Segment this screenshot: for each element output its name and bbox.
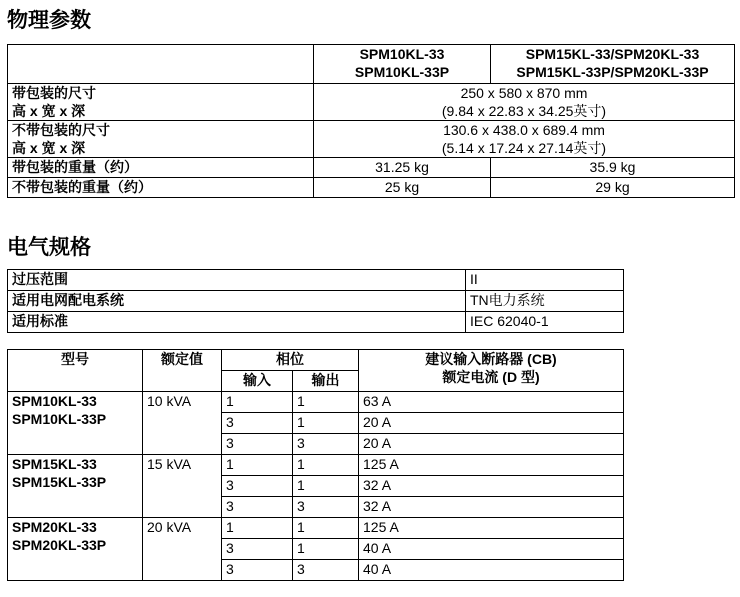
cb-cell: 40 A	[359, 539, 624, 560]
output-cell: 3	[293, 497, 359, 518]
header-rating: 额定值	[143, 350, 222, 392]
input-cell: 1	[222, 518, 293, 539]
row-label	[8, 84, 314, 121]
header-input: 输入	[222, 371, 293, 392]
breaker-table	[7, 349, 624, 581]
header-phase: 相位	[222, 350, 359, 371]
row-value-line: (9.84 x 22.83 x 34.25英寸)	[441, 103, 607, 119]
row-value	[314, 84, 735, 121]
model-cell	[8, 392, 143, 455]
spec-value: IEC 62040-1	[466, 312, 624, 333]
rating-cell: 15 kVA	[143, 455, 222, 518]
input-cell: 3	[222, 560, 293, 581]
header-model: 型号	[8, 350, 143, 392]
row-value-line: 130.6 x 438.0 x 689.4 mm	[443, 122, 605, 138]
cb-cell: 32 A	[359, 476, 624, 497]
row-label	[8, 121, 314, 158]
spec-value: II	[466, 270, 624, 291]
cb-cell: 125 A	[359, 455, 624, 476]
header-col2-line2: SPM15KL-33P/SPM20KL-33P	[516, 64, 709, 80]
model-name: SPM10KL-33P	[12, 411, 107, 427]
input-cell: 3	[222, 539, 293, 560]
electrical-table	[7, 269, 624, 333]
header-empty	[8, 45, 314, 84]
input-cell: 1	[222, 455, 293, 476]
rating-cell: 20 kVA	[143, 518, 222, 581]
header-col1-line1: SPM10KL-33	[359, 46, 445, 62]
header-cb-line2: 额定电流 (D 型)	[442, 369, 540, 385]
input-cell: 3	[222, 497, 293, 518]
row-value	[314, 121, 735, 158]
row-value-col2: 29 kg	[491, 178, 735, 198]
spec-label: 适用标准	[8, 312, 466, 333]
spec-label: 适用电网配电系统	[8, 291, 466, 312]
row-value-col1: 31.25 kg	[314, 158, 491, 178]
row-label-line: 带包装的尺寸	[12, 85, 96, 101]
row-label-line: 高 x 宽 x 深	[12, 103, 86, 119]
header-col1	[314, 45, 491, 84]
input-cell: 1	[222, 392, 293, 413]
output-cell: 1	[293, 392, 359, 413]
rating-cell: 10 kVA	[143, 392, 222, 455]
header-output: 输出	[293, 371, 359, 392]
cb-cell: 125 A	[359, 518, 624, 539]
row-label-line: 不带包装的尺寸	[12, 122, 110, 138]
output-cell: 1	[293, 518, 359, 539]
cb-cell: 32 A	[359, 497, 624, 518]
cb-cell: 40 A	[359, 560, 624, 581]
row-value-col1: 25 kg	[314, 178, 491, 198]
header-col2-line1: SPM15KL-33/SPM20KL-33	[525, 46, 700, 62]
input-cell: 3	[222, 413, 293, 434]
spec-label: 过压范围	[8, 270, 466, 291]
model-name: SPM20KL-33P	[12, 537, 107, 553]
cb-cell: 20 A	[359, 434, 624, 455]
model-cell	[8, 518, 143, 581]
output-cell: 3	[293, 434, 359, 455]
output-cell: 1	[293, 413, 359, 434]
row-value-col2: 35.9 kg	[491, 158, 735, 178]
spec-value: TN电力系统	[466, 291, 624, 312]
physical-table	[7, 44, 735, 198]
output-cell: 1	[293, 455, 359, 476]
row-label: 不带包装的重量（约）	[8, 178, 314, 198]
input-cell: 3	[222, 434, 293, 455]
row-value-line: 250 x 580 x 870 mm	[460, 85, 588, 101]
physical-title: 物理参数	[7, 8, 91, 32]
input-cell: 3	[222, 476, 293, 497]
model-name: SPM15KL-33P	[12, 474, 107, 490]
row-label-line: 高 x 宽 x 深	[12, 140, 86, 156]
cb-cell: 20 A	[359, 413, 624, 434]
header-cb	[359, 350, 624, 392]
cb-cell: 63 A	[359, 392, 624, 413]
output-cell: 1	[293, 539, 359, 560]
model-name: SPM20KL-33	[12, 519, 97, 535]
header-col1-line2: SPM10KL-33P	[354, 64, 450, 80]
electrical-title: 电气规格	[7, 235, 91, 259]
output-cell: 3	[293, 560, 359, 581]
row-value-line: (5.14 x 17.24 x 27.14英寸)	[441, 140, 607, 156]
model-name: SPM10KL-33	[12, 393, 97, 409]
model-cell	[8, 455, 143, 518]
header-cb-line1: 建议输入断路器 (CB)	[425, 351, 557, 367]
model-name: SPM15KL-33	[12, 456, 97, 472]
output-cell: 1	[293, 476, 359, 497]
row-label: 带包装的重量（约）	[8, 158, 314, 178]
header-col2	[491, 45, 735, 84]
